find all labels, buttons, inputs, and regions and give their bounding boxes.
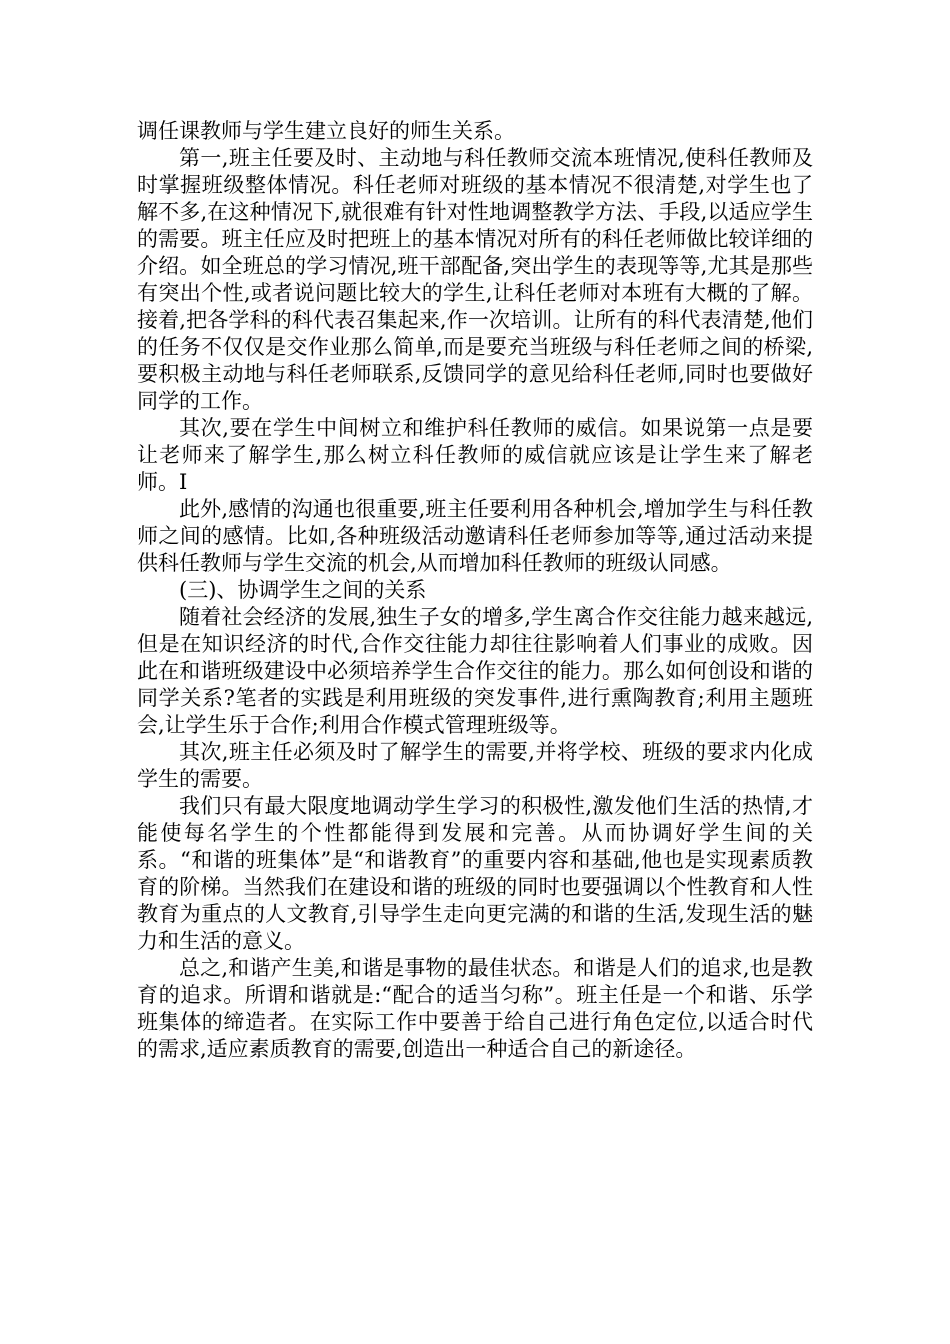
paragraph-conclusion: 总之,和谐产生美,和谐是事物的最佳状态。和谐是人们的追求,也是教育的追求。所谓和谐就是:“配合的适当匀称”。班主任是一个和谐、乐学班集体的缔造者。在实际工作中要善于给自己进行角色定位,以适合时代的需求,适应素质教育的需要,创造出一种适合自己的新途径。	[137, 956, 813, 1061]
document-body	[137, 118, 813, 1063]
paragraph-student-needs: 其次,班主任必须及时了解学生的需要,并将学校、班级的要求内化成学生的需要。	[137, 740, 813, 791]
paragraph-motivation: 我们只有最大限度地调动学生学习的积极性,激发他们生活的热情,才能使每名学生的个性都能得到发展和完善。从而协调好学生间的关系。“和谐的班集体”是“和谐教育”的重要内容和基础,他也是实现素质教育的阶梯。当然我们在建设和谐的班级的同时也要强调以个性教育和人性教育为重点的人文教育,引导学生走向更完满的和谐的生活,发现生活的魅力和生活的意义。	[137, 794, 813, 953]
paragraph-continuation: 调任课教师与学生建立良好的师生关系。	[137, 119, 515, 143]
paragraph-cooperation: 随着社会经济的发展,独生子女的增多,学生离合作交往能力越来越远,但是在知识经济的时代,合作交往能力却往往影响着人们事业的成败。因此在和谐班级建设中必须培养学生合作交往的能力。那么如何创设和谐的同学关系?笔者的实践是利用班级的突发事件,进行熏陶教育;利用主题班会,让学生乐于合作;利用合作模式管理班级等。	[137, 605, 813, 737]
paragraph-second-point: 其次,要在学生中间树立和维护科任教师的威信。如果说第一点是要让老师来了解学生,那么树立科任教师的威信就应该是让学生来了解老师。I	[137, 416, 813, 494]
paragraph-first-point: 第一,班主任要及时、主动地与科任教师交流本班情况,使科任教师及时掌握班级整体情况。科任老师对班级的基本情况不很清楚,对学生也了解不多,在这种情况下,就很难有针对性地调整教学方法、手段,以适应学生的需要。班主任应及时把班上的基本情况对所有的科任老师做比较详细的介绍。如全班总的学习情况,班干部配备,突出学生的表现等等,尤其是那些有突出个性,或者说问题比较大的学生,让科任老师对本班有大概的了解。接着,把各学科的科代表召集起来,作一次培训。让所有的科代表清楚,他们的任务不仅仅是交作业那么简单,而是要充当班级与科任老师之间的桥梁,要积极主动地与科任老师联系,反馈同学的意见给科任老师,同时也要做好同学的工作。	[137, 146, 813, 413]
section-heading: (三)、协调学生之间的关系	[179, 578, 427, 602]
paragraph-emotional-communication: 此外,感情的沟通也很重要,班主任要利用各种机会,增加学生与科任教师之间的感情。比如,各种班级活动邀请科任老师参加等等,通过活动来提供科任教师与学生交流的机会,从而增加科任教师的班级认同感。	[137, 497, 813, 575]
